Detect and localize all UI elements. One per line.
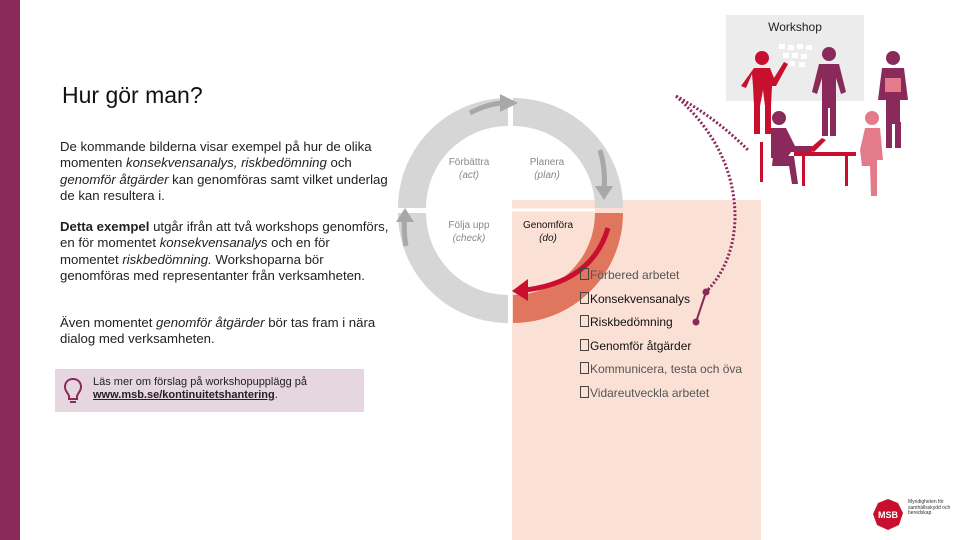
checkbox-icon [580,339,589,351]
page-title: Hur gör man? [62,82,203,108]
workshop-label: Workshop [768,20,822,34]
cycle-label-plan-sub: (plan) [534,170,560,181]
text-run: De kommande bilderna visar exempel på hur de olika momenten [60,139,372,171]
step-item [580,315,742,339]
cycle-label-check [438,219,500,245]
step-label: Riskbedömning [590,315,673,330]
text-run: konsekvensanalys [159,235,268,251]
cycle-label-do-title: Genomföra [522,220,574,231]
cycle-label-check-sub: (check) [452,233,486,244]
step-item [580,292,742,316]
step-label: Konsekvensanalys [590,291,691,306]
text-run: Workshoparna bör genomföras med representanter från verksamheten. [60,251,365,284]
laptop-table-icon [794,138,856,186]
step-label: Vidareutveckla arbetet [590,385,710,400]
process-step-list [580,268,742,410]
checkbox-icon [580,268,589,280]
cycle-quadrant-act [398,98,508,208]
msb-link[interactable]: www.msb.se/kontinuitetshantering [93,389,275,401]
text-run: utgår ifrån att två workshops genomförs, en för momentet [60,219,389,251]
text-run: och [326,155,352,171]
step-item [580,268,742,292]
step-item [580,362,742,386]
checkbox-icon [580,362,589,374]
cycle-center-gap [426,126,595,295]
text-run: kan genomföras samt vilket underlag de kan resultera i. [60,171,388,204]
text-run: och en för momentet [60,235,330,267]
workshop-scope-arc-upper [676,96,748,150]
tip-text-lead: Läs mer om förslag på workshopupplägg på [93,376,308,388]
text-run: genomför åtgärder [156,315,265,330]
text-run: genomför åtgärder [60,171,169,187]
step-item [580,386,742,410]
text-run: bör tas fram i nära dialog med verksamheten. [60,315,376,347]
person-seated-right-icon [860,111,883,196]
text-run: Detta exempel [60,219,150,234]
step-item [580,339,742,363]
checkbox-icon [580,315,589,327]
cycle-label-act [438,156,500,182]
step-label: Genomför åtgärder [590,338,692,353]
cycle-label-check-title: Följa upp [448,220,490,231]
cycle-label-plan [516,156,578,182]
step-label: Förbered arbetet [590,268,680,282]
cycle-label-act-sub: (act) [459,170,479,181]
text-run: Även momentet [60,315,157,330]
cycle-label-do [517,219,579,245]
person-standing-icon [812,47,846,136]
text-run: konsekvensanalys, riskbedömning [125,155,327,171]
text-run: riskbedömning. [122,251,212,267]
logo-mark: MSB [878,510,898,520]
cycle-label-do-sub: (do) [539,233,557,244]
logo-text: Myndigheten för samhällsskydd och beredskap [908,499,951,517]
cycle-label-plan-title: Planera [529,157,565,168]
cycle-label-act-title: Förbättra [448,157,490,168]
tip-text-suffix: . [274,389,278,401]
checkbox-icon [580,292,589,304]
checkbox-icon [580,386,589,398]
person-reading-icon [878,51,908,148]
workshop-scope-arc [676,96,735,292]
step-label: Kommunicera, testa och öva [590,362,743,377]
